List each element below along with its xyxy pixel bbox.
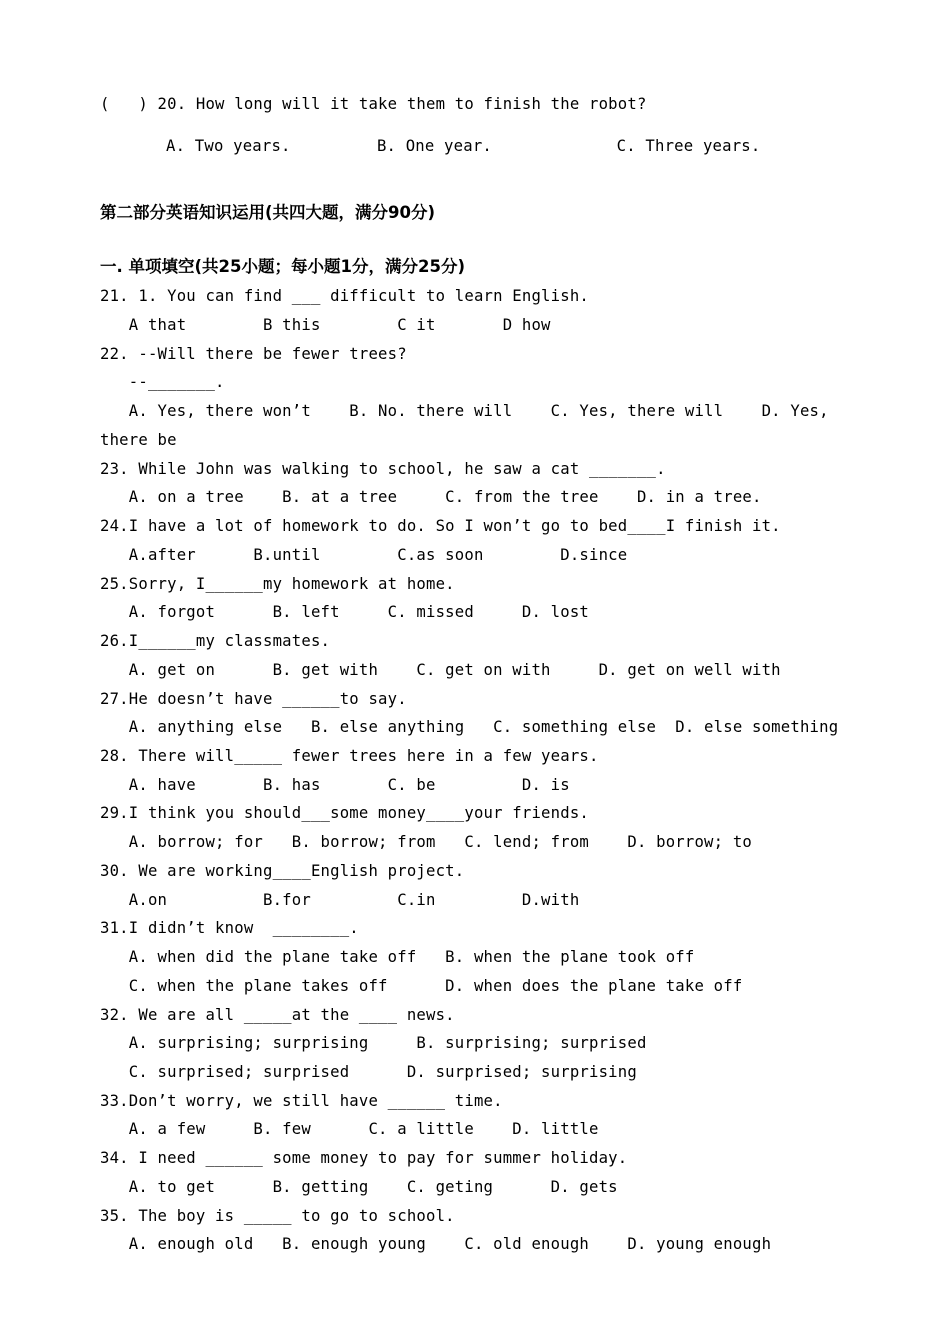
question-line: 21. 1. You can find ___ difficult to learn English. (100, 287, 589, 305)
option-line: C. when the plane takes off D. when does the plane take off (100, 977, 743, 995)
question-line: 29.I think you should___some money____your friends. (100, 804, 589, 822)
question-line: 22. --Will there be fewer trees? (100, 345, 407, 363)
question-line: 28. There will_____ fewer trees here in a few years. (100, 747, 599, 765)
option-line: A.on B.for C.in D.with (100, 891, 580, 909)
question-line: 32. We are all _____at the ____ news. (100, 1006, 455, 1024)
section1-title: 一. 单项填空(共25小题；每小题1分，满分25分) (100, 257, 465, 276)
question-line: 26.I______my classmates. (100, 632, 331, 650)
option-line: A that B this C it D how (100, 316, 551, 334)
option-line: A. have B. has C. be D. is (100, 776, 570, 794)
question-line: 33.Don’t worry, we still have ______ time. (100, 1092, 503, 1110)
question-line: 27.He doesn’t have ______to say. (100, 690, 407, 708)
option-line: A. forgot B. left C. missed D. lost (100, 603, 589, 621)
option-line: A. anything else B. else anything C. something else D. else something (100, 718, 839, 736)
option-line: A.after B.until C.as soon D.since (100, 546, 628, 564)
option-line: A. when did the plane take off B. when the plane took off (100, 948, 695, 966)
question-line: 24.I have a lot of homework to do. So I won’t go to bed____I finish it. (100, 517, 781, 535)
question-line: 31.I didn’t know ________. (100, 919, 359, 937)
option-line: A. a few B. few C. a little D. little (100, 1120, 599, 1138)
option-line: A. get on B. get with C. get on with D. get on well with (100, 661, 781, 679)
option-line: A. enough old B. enough young C. old enough D. young enough (100, 1235, 772, 1253)
option-line: A. on a tree B. at a tree C. from the tree D. in a tree. (100, 488, 762, 506)
option-line: A. borrow; for B. borrow; from C. lend; from D. borrow; to (100, 833, 752, 851)
answer-line: --_______. (100, 373, 225, 391)
option-line: A. surprising; surprising B. surprising; surprised (100, 1034, 647, 1052)
question-line: 23. While John was walking to school, he saw a cat _______. (100, 460, 666, 478)
question-line: 30. We are working____English project. (100, 862, 465, 880)
question-line: 25.Sorry, I______my homework at home. (100, 575, 455, 593)
option-line: A. Yes, there won’t B. No. there will C. Yes, there will D. Yes, (100, 402, 829, 420)
option-line: C. surprised; surprised D. surprised; surprising (100, 1063, 637, 1081)
part2-title: 第二部分英语知识运用(共四大题，满分90分) (100, 203, 436, 222)
question-line: 35. The boy is _____ to go to school. (100, 1207, 455, 1225)
question-20-stem: ( ) 20. How long will it take them to finish the robot? (100, 95, 647, 113)
option-line: A. to get B. getting C. geting D. gets (100, 1178, 618, 1196)
question-20-options: A. Two years. B. One year. C. Three years. (166, 137, 761, 155)
option-line-continued: there be (100, 431, 177, 449)
question-line: 34. I need ______ some money to pay for summer holiday. (100, 1149, 628, 1167)
